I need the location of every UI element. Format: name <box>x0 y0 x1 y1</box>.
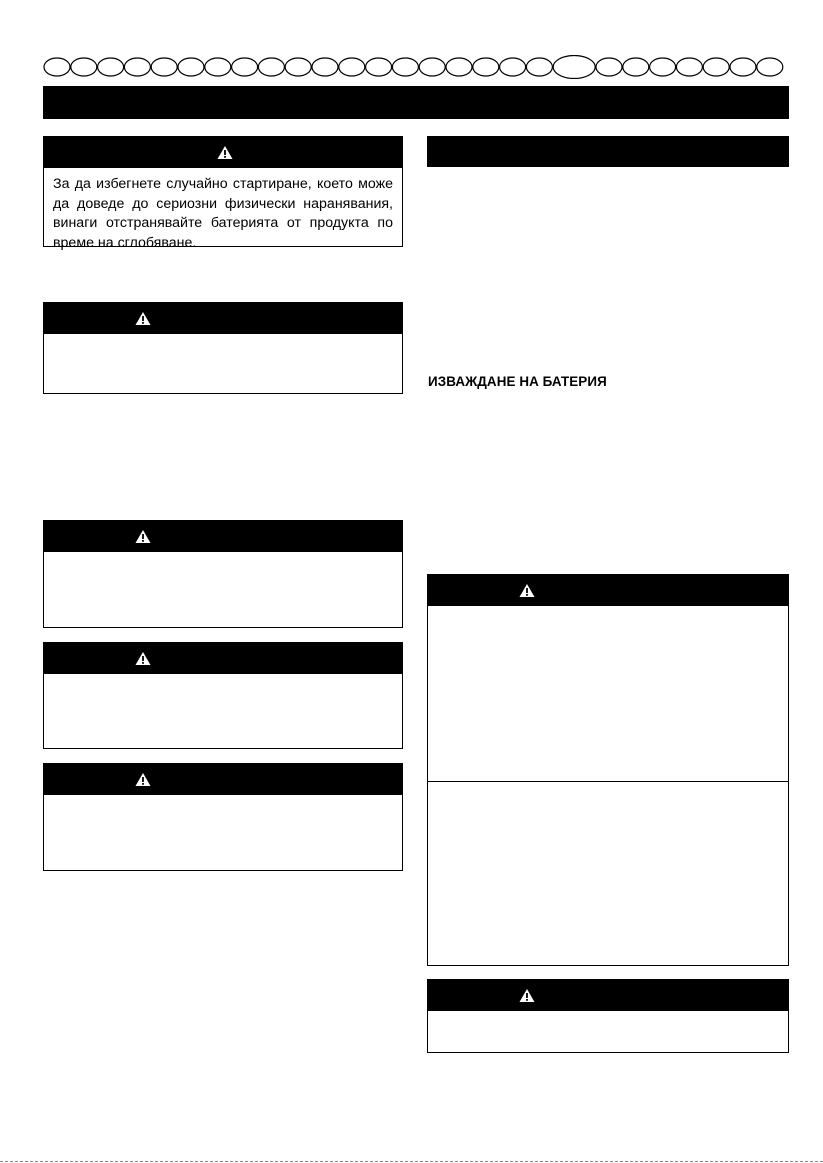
language-tab <box>366 58 392 76</box>
language-tab <box>757 58 783 76</box>
warning-box-1 <box>43 136 403 251</box>
language-tab <box>71 58 97 76</box>
language-tab <box>339 58 365 76</box>
language-tab <box>526 58 552 76</box>
warning-triangle-icon <box>135 772 151 787</box>
warning-box-5 <box>43 763 403 871</box>
warning-box-header <box>44 521 402 552</box>
language-tabs <box>43 55 787 79</box>
warning-box-3 <box>43 520 403 628</box>
warning-box-2 <box>43 302 403 394</box>
battery-removal-heading: ИЗВАЖДАНЕ НА БАТЕРИЯ <box>428 374 607 389</box>
language-tab <box>205 58 231 76</box>
language-tab <box>419 58 445 76</box>
warning-text <box>44 334 402 341</box>
warning-box-header <box>428 575 788 606</box>
language-tab <box>473 58 499 76</box>
warning-triangle-icon <box>135 529 151 544</box>
language-tab <box>98 58 124 76</box>
warning-box-header <box>428 980 788 1011</box>
language-tab <box>730 58 756 76</box>
warning-text <box>44 552 402 559</box>
warning-text: За да избегнете случайно стартиране, което може да доведе до сериозни физически наранявания, винаги отстранявайте батерията от продукта по време на сглобяване. <box>53 176 393 251</box>
warning-box-header <box>44 303 402 334</box>
language-tab <box>258 58 284 76</box>
page-title-band <box>43 86 789 119</box>
language-tab-active <box>553 56 595 79</box>
language-tab <box>446 58 472 76</box>
language-tab <box>392 58 418 76</box>
warning-text <box>428 606 788 613</box>
warning-box-header <box>44 137 402 168</box>
warning-box-header <box>44 764 402 795</box>
warning-text <box>44 674 402 681</box>
language-tab <box>650 58 676 76</box>
language-tabs-graphic <box>43 55 787 79</box>
warning-triangle-icon <box>135 311 151 326</box>
warning-box-4 <box>43 642 403 749</box>
warning-text <box>44 795 402 802</box>
warning-box-7 <box>427 979 789 1053</box>
warning-text <box>428 1011 788 1018</box>
language-tab <box>676 58 702 76</box>
language-tab <box>44 58 70 76</box>
warning-triangle-icon <box>519 988 535 1003</box>
language-tab <box>703 58 729 76</box>
language-tab <box>232 58 258 76</box>
language-tab <box>151 58 177 76</box>
language-tab <box>500 58 526 76</box>
warning-box-divider <box>428 781 788 782</box>
language-tab <box>124 58 150 76</box>
warning-triangle-icon <box>519 583 535 598</box>
warning-triangle-icon <box>135 651 151 666</box>
warning-box-6 <box>427 574 789 966</box>
language-tab <box>596 58 622 76</box>
language-tab <box>312 58 338 76</box>
section-header-band <box>427 136 789 167</box>
language-tab <box>178 58 204 76</box>
language-tab <box>285 58 311 76</box>
warning-box-header <box>44 643 402 674</box>
warning-triangle-icon <box>217 145 233 160</box>
language-tab <box>623 58 649 76</box>
